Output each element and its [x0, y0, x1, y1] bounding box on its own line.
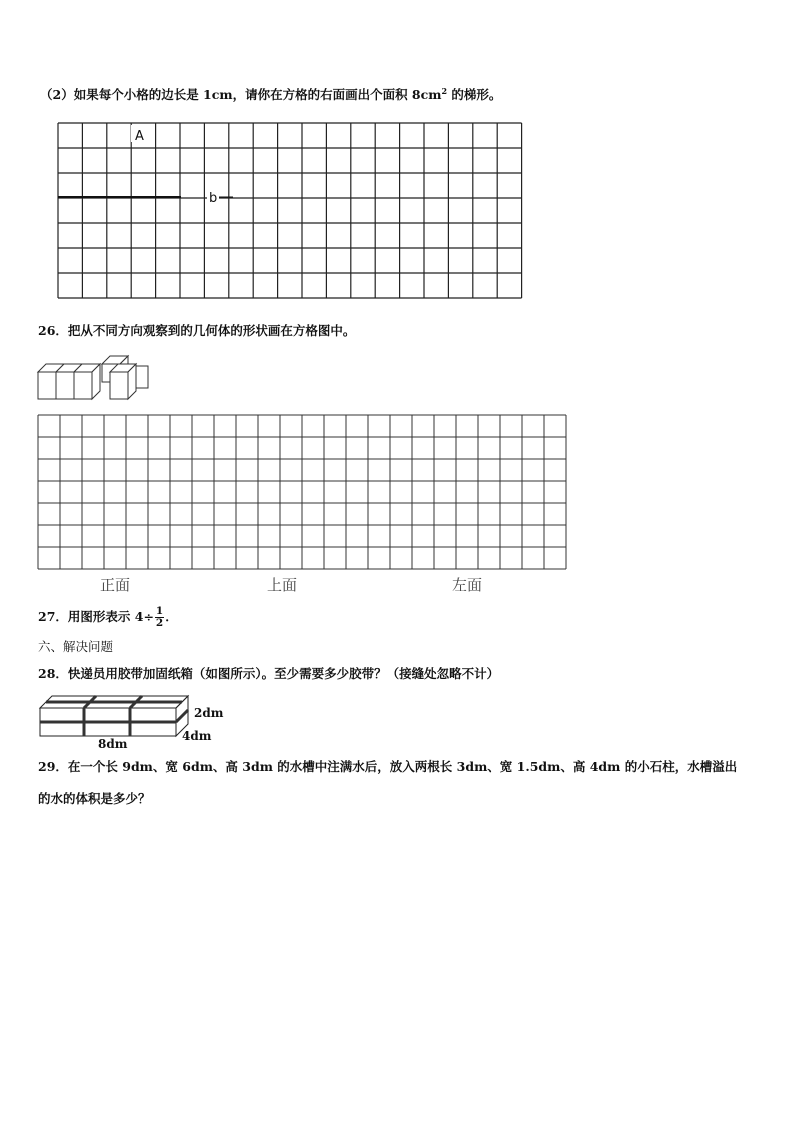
taped-box-figure	[36, 690, 226, 752]
section-title: 六、解决问题	[38, 639, 114, 654]
dimension-height: 2dm	[194, 706, 224, 720]
grid-q25	[55, 120, 530, 302]
dimension-length: 8dm	[98, 737, 128, 751]
cube-figure	[36, 352, 152, 404]
grid-label-a: A	[135, 129, 144, 144]
question-27	[38, 606, 178, 629]
question-25-part2	[40, 82, 501, 104]
question-28: 28．快递员用胶带加固纸箱（如图所示）。至少需要多少胶带？（接缝处忽略不计）	[38, 666, 500, 681]
face-label-left: 左面	[452, 576, 483, 594]
question-25-part2-prefix: （2）如果每个小格的边长是 1cm，请你在方格的右面画出个面积 8cm	[40, 87, 442, 103]
grid-q26	[36, 413, 570, 573]
question-25-part2-suffix: 的梯形。	[447, 87, 502, 103]
question-27-suffix: ．	[165, 609, 178, 624]
fraction-numerator: 1	[155, 605, 164, 617]
face-label-top: 上面	[267, 576, 298, 594]
dimension-width: 4dm	[182, 729, 212, 743]
question-26: 26．把从不同方向观察到的几何体的形状画在方格图中。	[38, 323, 356, 338]
question-29-line2: 的水的体积是多少？	[38, 791, 151, 806]
area-unit-exponent: 2	[441, 86, 448, 96]
question-27-prefix: 27．用图形表示 4÷	[38, 609, 154, 624]
grid-label-b: b	[209, 191, 218, 206]
fraction-denominator: 2	[155, 617, 164, 629]
fraction-one-half	[155, 606, 164, 629]
face-label-front: 正面	[100, 576, 131, 594]
question-29-line1: 29．在一个长 9dm、宽 6dm、高 3dm 的水槽中注满水后，放入两根长 3dm、宽 1.5dm、高 4dm 的小石柱，水槽溢出	[38, 759, 738, 774]
